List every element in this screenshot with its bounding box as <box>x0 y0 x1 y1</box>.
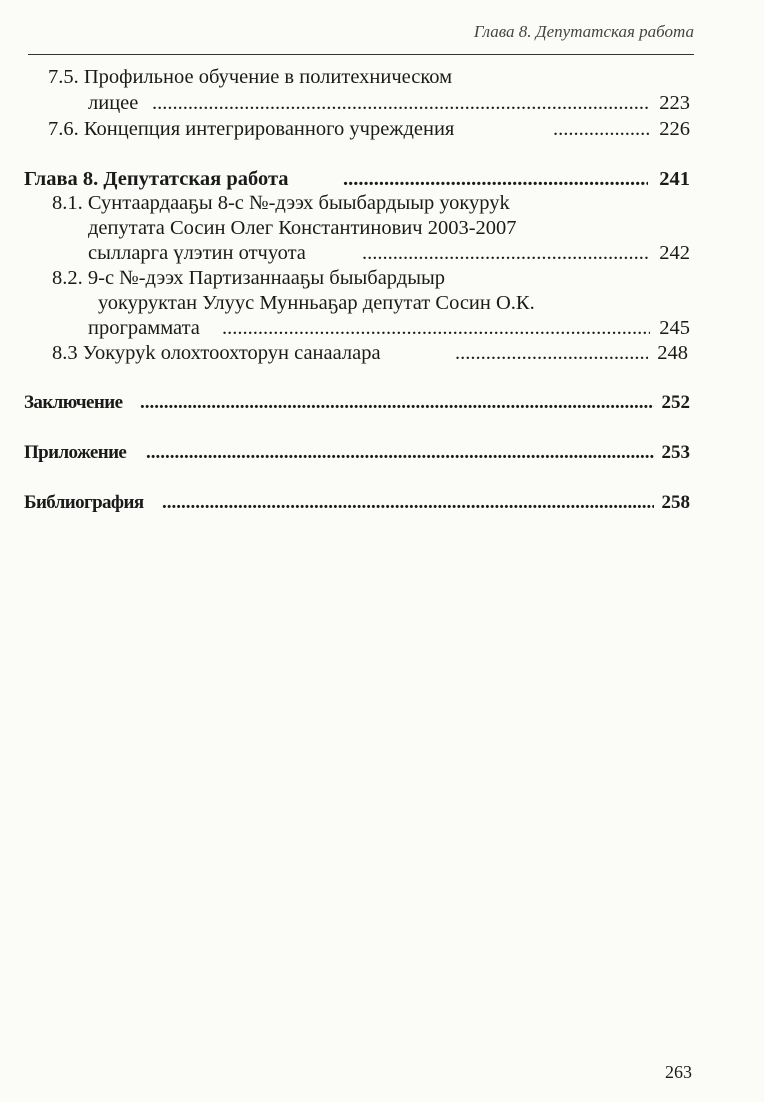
dot-leader <box>140 390 654 416</box>
toc-entry-text: программата <box>88 317 200 339</box>
dot-leader <box>146 440 654 466</box>
toc-entry-text: 8.3 Уокуруk олохтоохторун санаалара <box>52 342 381 364</box>
toc-page-number: 226 <box>659 118 690 140</box>
running-header: Глава 8. Депутатская работа <box>473 22 694 41</box>
toc-entry-text: Заключение <box>24 392 123 413</box>
dot-leader <box>553 116 650 142</box>
toc-page-number: 252 <box>661 392 690 413</box>
dot-leader <box>362 240 650 266</box>
page-number: 263 <box>665 1062 692 1082</box>
dot-leader <box>152 90 650 116</box>
toc-page-number: 253 <box>661 442 690 463</box>
toc-page-number: 245 <box>659 317 690 339</box>
dot-leader <box>343 166 648 192</box>
toc-page-number: 223 <box>659 92 690 114</box>
toc-entry-text: 7.6. Концепция интегрированного учреждения <box>48 118 455 140</box>
toc-entry-text: Глава 8. Депутатская работа <box>24 168 289 190</box>
toc-entry-text: 8.2. 9-с №-дээх Партизаннааҕы быыбардыыр <box>52 267 445 289</box>
dot-leader <box>455 340 648 366</box>
dot-leader <box>222 315 650 341</box>
toc-page-number: 242 <box>659 242 690 264</box>
toc-entry-text: уокуруктан Улуус Мунньаҕар депутат Сосин О.К. <box>98 292 535 314</box>
toc-page-number: 248 <box>657 342 688 364</box>
toc-entry-text: депутата Сосин Олег Константинович 2003-2007 <box>88 217 517 239</box>
header-rule <box>28 54 694 55</box>
toc-entry-text: 8.1. Сунтаардааҕы 8-с №-дээх быыбардыыр уокуруk <box>52 192 510 214</box>
toc-entry-text: Библиография <box>24 492 144 513</box>
toc-entry-text: 7.5. Профильное обучение в политехническом <box>48 66 453 88</box>
dot-leader <box>162 490 654 516</box>
toc-page-number: 258 <box>661 492 690 513</box>
toc-entry-text: сылларга үлэтин отчуота <box>88 242 306 264</box>
toc-page-number: 241 <box>659 168 690 190</box>
toc-entry-text: лицее <box>88 92 139 114</box>
toc-entry-text: Приложение <box>24 442 127 463</box>
